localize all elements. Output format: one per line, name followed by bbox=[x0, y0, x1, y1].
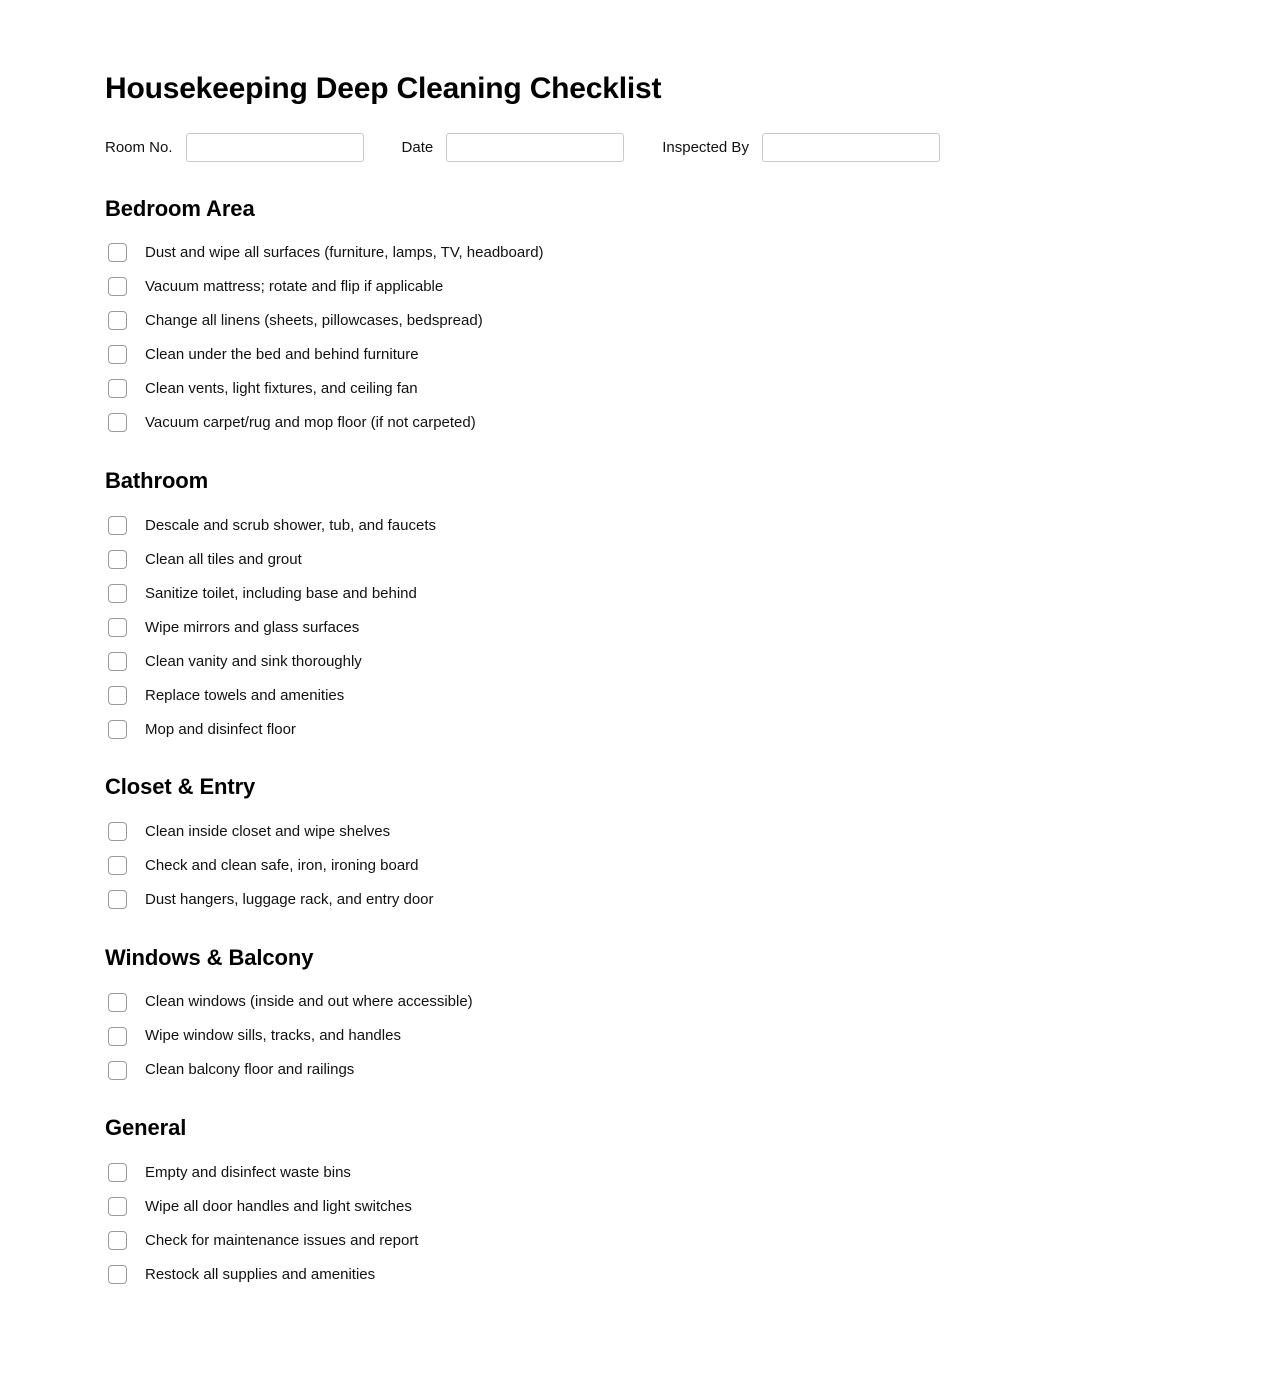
check-label: Wipe all door handles and light switches bbox=[145, 1197, 412, 1215]
section-heading-closet-entry: Closet & Entry bbox=[105, 774, 256, 800]
list-item[interactable] bbox=[105, 849, 1263, 883]
list-item[interactable] bbox=[105, 815, 1263, 849]
check-label: Wipe mirrors and glass surfaces bbox=[145, 618, 360, 636]
meta-field-room-no bbox=[105, 133, 364, 162]
checkbox-icon[interactable] bbox=[108, 243, 127, 262]
section-general bbox=[105, 1115, 1263, 1291]
check-label: Clean vents, light fixtures, and ceiling fan bbox=[145, 380, 418, 398]
meta-label-date: Date bbox=[401, 138, 434, 156]
checkbox-icon[interactable] bbox=[108, 345, 127, 364]
list-item[interactable] bbox=[105, 406, 1263, 440]
check-label: Clean vanity and sink thoroughly bbox=[145, 652, 362, 670]
page-title: Housekeeping Deep Cleaning Checklist bbox=[105, 72, 662, 105]
list-item[interactable] bbox=[105, 1189, 1263, 1223]
checkbox-icon[interactable] bbox=[108, 1027, 127, 1046]
checklist-general bbox=[105, 1155, 1263, 1291]
check-label: Vacuum carpet/rug and mop floor (if not carpeted) bbox=[145, 414, 476, 432]
list-item[interactable] bbox=[105, 1053, 1263, 1087]
checkbox-icon[interactable] bbox=[108, 686, 127, 705]
checkbox-icon[interactable] bbox=[108, 584, 127, 603]
section-heading-windows-balcony: Windows & Balcony bbox=[105, 944, 314, 970]
list-item[interactable] bbox=[105, 270, 1263, 304]
checklist-bathroom bbox=[105, 508, 1263, 746]
check-label: Check for maintenance issues and report bbox=[145, 1231, 419, 1249]
checkbox-icon[interactable] bbox=[108, 1061, 127, 1080]
checklist-windows-balcony bbox=[105, 985, 1263, 1087]
checkbox-icon[interactable] bbox=[108, 1163, 127, 1182]
meta-label-inspected-by: Inspected By bbox=[662, 138, 749, 156]
checkbox-icon[interactable] bbox=[108, 856, 127, 875]
section-heading-bathroom: Bathroom bbox=[105, 467, 209, 493]
check-label: Sanitize toilet, including base and behind bbox=[145, 584, 417, 602]
document-meta-row bbox=[105, 133, 1263, 162]
section-heading-general: General bbox=[105, 1115, 187, 1141]
checkbox-icon[interactable] bbox=[108, 1231, 127, 1250]
checkbox-icon[interactable] bbox=[108, 1197, 127, 1216]
checkbox-icon[interactable] bbox=[108, 379, 127, 398]
checklist-closet-entry bbox=[105, 815, 1263, 917]
checkbox-icon[interactable] bbox=[108, 618, 127, 637]
check-label: Clean all tiles and grout bbox=[145, 550, 302, 568]
check-label: Vacuum mattress; rotate and flip if applicable bbox=[145, 278, 444, 296]
list-item[interactable] bbox=[105, 610, 1263, 644]
checkbox-icon[interactable] bbox=[108, 652, 127, 671]
list-item[interactable] bbox=[105, 712, 1263, 746]
check-label: Mop and disinfect floor bbox=[145, 720, 296, 738]
meta-field-inspected-by bbox=[662, 133, 940, 162]
list-item[interactable] bbox=[105, 304, 1263, 338]
checkbox-icon[interactable] bbox=[108, 1265, 127, 1284]
section-heading-bedroom-area: Bedroom Area bbox=[105, 195, 255, 221]
checkbox-icon[interactable] bbox=[108, 822, 127, 841]
date-input[interactable] bbox=[446, 133, 624, 162]
list-item[interactable] bbox=[105, 1257, 1263, 1291]
meta-label-room-no: Room No. bbox=[105, 138, 173, 156]
check-label: Clean windows (inside and out where accessible) bbox=[145, 993, 473, 1011]
checklist-bedroom-area bbox=[105, 236, 1263, 440]
check-label: Dust and wipe all surfaces (furniture, lamps, TV, headboard) bbox=[145, 244, 544, 262]
section-bathroom bbox=[105, 468, 1263, 746]
meta-field-date bbox=[402, 133, 625, 162]
checkbox-icon[interactable] bbox=[108, 516, 127, 535]
check-label: Change all linens (sheets, pillowcases, bedspread) bbox=[145, 312, 483, 330]
check-label: Wipe window sills, tracks, and handles bbox=[145, 1027, 401, 1045]
list-item[interactable] bbox=[105, 508, 1263, 542]
list-item[interactable] bbox=[105, 542, 1263, 576]
room-no-input[interactable] bbox=[186, 133, 364, 162]
list-item[interactable] bbox=[105, 678, 1263, 712]
checkbox-icon[interactable] bbox=[108, 720, 127, 739]
list-item[interactable] bbox=[105, 883, 1263, 917]
checkbox-icon[interactable] bbox=[108, 413, 127, 432]
list-item[interactable] bbox=[105, 236, 1263, 270]
check-label: Clean inside closet and wipe shelves bbox=[145, 822, 391, 840]
section-closet-entry bbox=[105, 774, 1263, 916]
check-label: Restock all supplies and amenities bbox=[145, 1265, 376, 1283]
check-label: Empty and disinfect waste bins bbox=[145, 1163, 351, 1181]
list-item[interactable] bbox=[105, 1155, 1263, 1189]
list-item[interactable] bbox=[105, 1019, 1263, 1053]
checkbox-icon[interactable] bbox=[108, 890, 127, 909]
checkbox-icon[interactable] bbox=[108, 277, 127, 296]
section-windows-balcony bbox=[105, 945, 1263, 1087]
check-label: Descale and scrub shower, tub, and faucets bbox=[145, 516, 437, 534]
list-item[interactable] bbox=[105, 338, 1263, 372]
check-label: Check and clean safe, iron, ironing board bbox=[145, 856, 419, 874]
list-item[interactable] bbox=[105, 372, 1263, 406]
checkbox-icon[interactable] bbox=[108, 550, 127, 569]
inspected-by-input[interactable] bbox=[762, 133, 940, 162]
section-bedroom-area bbox=[105, 196, 1263, 440]
list-item[interactable] bbox=[105, 985, 1263, 1019]
checkbox-icon[interactable] bbox=[108, 993, 127, 1012]
check-label: Replace towels and amenities bbox=[145, 686, 345, 704]
list-item[interactable] bbox=[105, 576, 1263, 610]
check-label: Dust hangers, luggage rack, and entry door bbox=[145, 890, 434, 908]
check-label: Clean under the bed and behind furniture bbox=[145, 346, 419, 364]
list-item[interactable] bbox=[105, 1223, 1263, 1257]
checkbox-icon[interactable] bbox=[108, 311, 127, 330]
list-item[interactable] bbox=[105, 644, 1263, 678]
check-label: Clean balcony floor and railings bbox=[145, 1061, 355, 1079]
